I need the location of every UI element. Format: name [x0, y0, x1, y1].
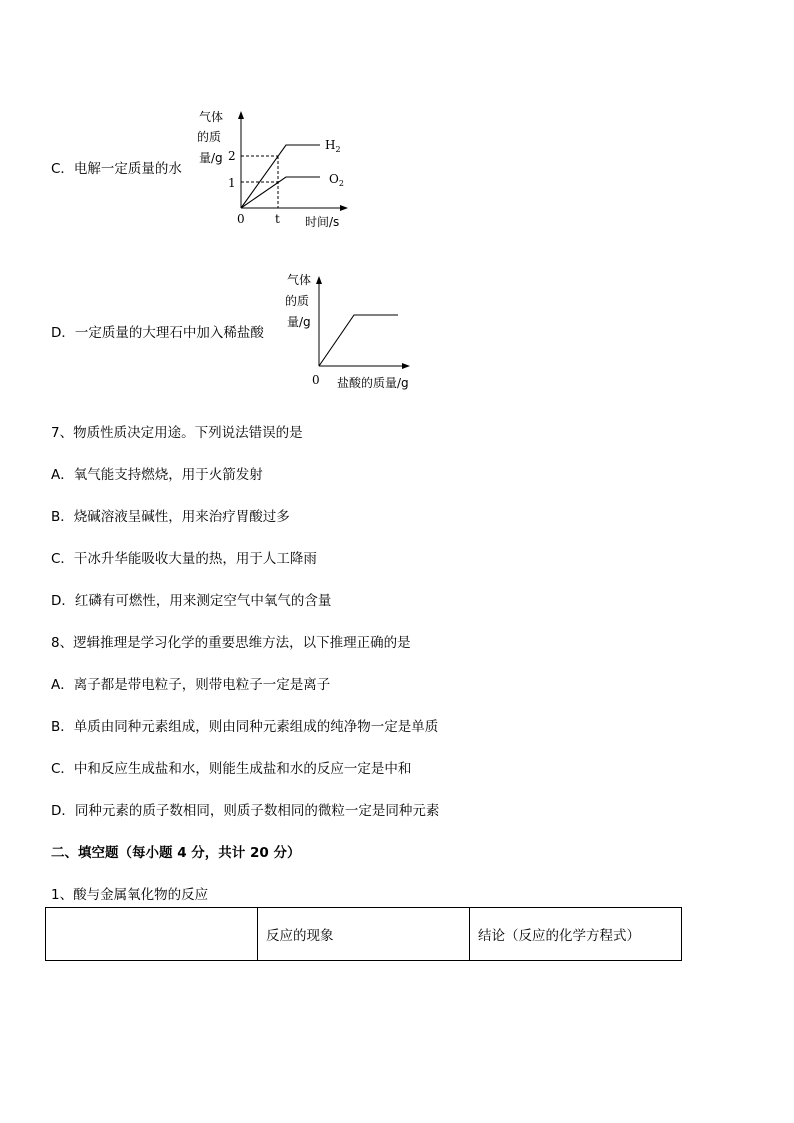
- y-axis-arrow: [316, 276, 322, 284]
- origin-label: 0: [237, 212, 245, 226]
- y-axis-label-2: 的质: [197, 130, 222, 144]
- answer-table: [45, 907, 682, 961]
- y-axis-label-2: 的质: [285, 294, 310, 308]
- question-7-stem: 7、物质性质决定用途。下列说法错误的是: [51, 425, 303, 441]
- y-axis-label-3: 量/g: [287, 315, 311, 329]
- option-d-marble: D．一定质量的大理石中加入稀盐酸: [51, 325, 264, 341]
- question-7-option-b: B．烧碱溶液呈碱性，用来治疗胃酸过多: [51, 509, 290, 525]
- y-tick-1: 1: [228, 176, 236, 190]
- option-c-electrolysis: C．电解一定质量的水: [51, 161, 182, 177]
- marble-graph: [282, 268, 432, 393]
- question-7-option-c: C．干冰升华能吸收大量的热，用于人工降雨: [51, 551, 317, 567]
- x-axis-label: 盐酸的质量/g: [337, 376, 409, 390]
- question-8-option-d: D．同种元素的质子数相同，则质子数相同的微粒一定是同种元素: [51, 803, 440, 819]
- table-cell-phenomenon: 反应的现象: [258, 908, 470, 961]
- question-8-option-a: A．离子都是带电粒子，则带电粒子一定是离子: [51, 677, 331, 693]
- table-row: [46, 908, 682, 961]
- o2-label: $O_2$: [329, 172, 344, 188]
- electrolysis-graph: [190, 105, 360, 230]
- y-axis-arrow: [238, 111, 244, 119]
- question-8-option-b: B．单质由同种元素组成，则由同种元素组成的纯净物一定是单质: [51, 719, 439, 735]
- y-tick-2: 2: [228, 149, 236, 163]
- fill-question-1: 1、酸与金属氧化物的反应: [51, 887, 209, 903]
- x-axis-arrow: [340, 205, 348, 211]
- y-axis-label-1: 气体: [287, 273, 312, 287]
- section-2-heading: 二、填空题（每小题 4 分，共计 20 分）: [51, 845, 301, 861]
- x-tick-t: t: [275, 212, 280, 226]
- table-cell-conclusion: 结论（反应的化学方程式）: [470, 908, 682, 961]
- question-8-option-c: C．中和反应生成盐和水，则能生成盐和水的反应一定是中和: [51, 761, 412, 777]
- question-8-stem: 8、逻辑推理是学习化学的重要思维方法，以下推理正确的是: [51, 635, 411, 651]
- question-7-option-d: D．红磷有可燃性，用来测定空气中氧气的含量: [51, 593, 332, 609]
- y-axis-label-1: 气体: [199, 110, 224, 124]
- origin-label: 0: [312, 373, 320, 387]
- question-7-option-a: A．氧气能支持燃烧，用于火箭发射: [51, 467, 263, 483]
- x-axis-label: 时间/s: [305, 215, 340, 229]
- h2-label: $H_2$: [325, 138, 341, 154]
- x-axis-arrow: [402, 363, 410, 369]
- table-cell-blank: [46, 908, 258, 961]
- y-axis-label-3: 量/g: [199, 151, 223, 165]
- co2-line: [319, 315, 398, 366]
